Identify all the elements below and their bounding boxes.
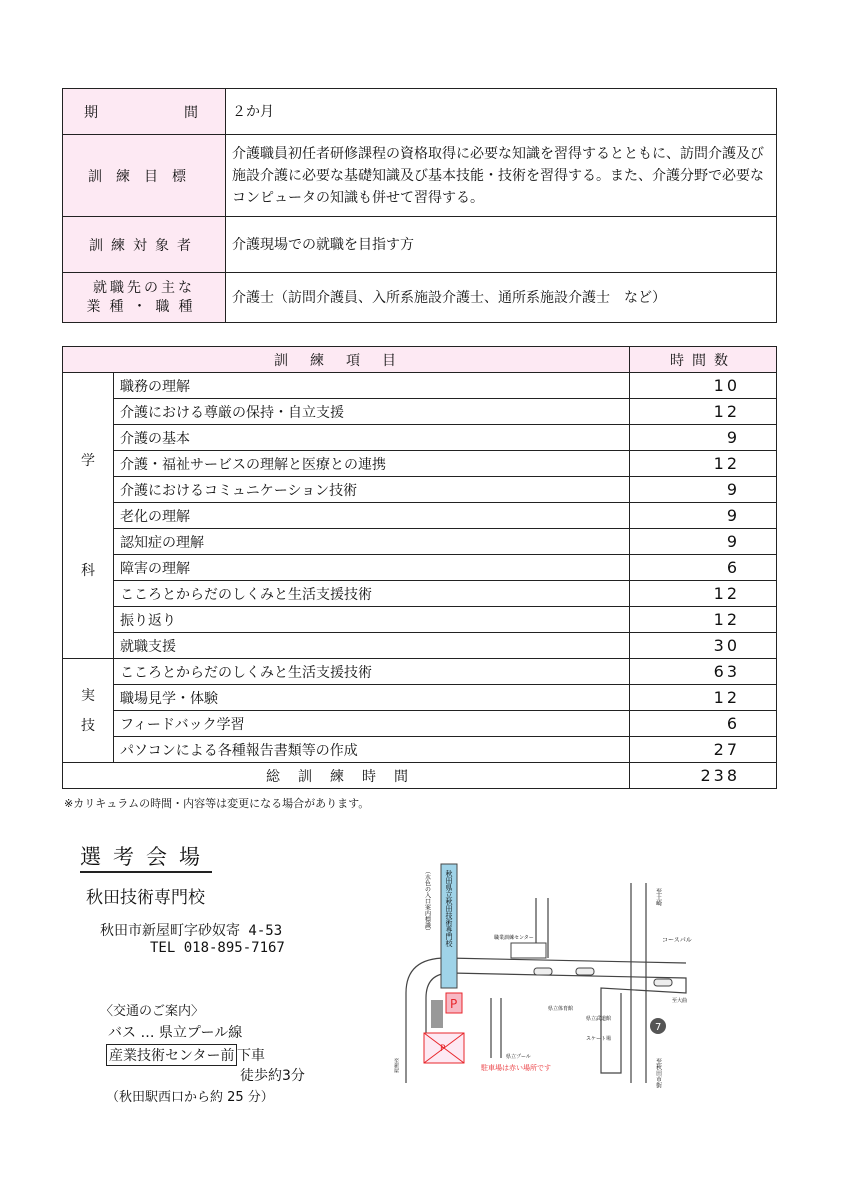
- table-row: [63, 555, 777, 581]
- table-row: [63, 633, 777, 659]
- table-row: [63, 607, 777, 633]
- gym-label: 県立体育館: [548, 1006, 574, 1012]
- item-hours: 9: [630, 425, 777, 451]
- item-hours: 9: [630, 477, 777, 503]
- main-road: [426, 973, 686, 1073]
- access-map: [386, 858, 696, 1088]
- academic-label-2: 科: [81, 562, 95, 579]
- parking-p: P: [450, 997, 458, 1011]
- budokan-label: 県立武道館: [586, 1016, 612, 1022]
- item-hours: 12: [630, 451, 777, 477]
- school-label: 秋田県立秋田技術専門校: [445, 870, 453, 947]
- venue-heading: 選考会場: [80, 843, 212, 873]
- curriculum-note: ※カリキュラムの時間・内容等は変更になる場合があります。: [64, 797, 370, 810]
- item-hours: 12: [630, 685, 777, 711]
- practical-label-1: 実: [81, 687, 95, 704]
- item-hours: 12: [630, 607, 777, 633]
- route-label: 7: [655, 1022, 662, 1033]
- skate-label: スケート場: [586, 1036, 612, 1042]
- coast-label: 至土崎: [654, 888, 662, 906]
- item-hours: 27: [630, 737, 777, 763]
- access-bus: バス … 県立プール線: [108, 1025, 243, 1041]
- pool-label: 県立プール: [506, 1054, 531, 1060]
- jobs-label: [63, 273, 226, 323]
- total-hours: 238: [630, 763, 777, 789]
- table-row: [63, 373, 777, 399]
- training-center-label: 職業訓練センター: [494, 935, 534, 941]
- target-value: 介護現場での就職を目指す方: [226, 217, 777, 273]
- table-row: [63, 477, 777, 503]
- gray-building: [431, 1000, 443, 1028]
- item-name: パソコンによる各種報告書類等の作成: [114, 737, 630, 763]
- item-name: 認知症の理解: [114, 529, 630, 555]
- item-hours: 9: [630, 503, 777, 529]
- total-label: 総訓練時間: [63, 763, 630, 789]
- road-west: [491, 998, 501, 1058]
- jobs-label-line2: 業種・職種: [86, 298, 202, 315]
- table-row: [63, 685, 777, 711]
- item-name: こころとからだのしくみと生活支援技術: [114, 581, 630, 607]
- academic-group: [63, 373, 114, 659]
- signal-3: [654, 979, 672, 986]
- table-row: [63, 399, 777, 425]
- table-row: [63, 659, 777, 685]
- table-row: [63, 425, 777, 451]
- period-value: ２か月: [226, 89, 777, 135]
- access-alight: 下車: [237, 1048, 265, 1064]
- item-name: フィードバック学習: [114, 711, 630, 737]
- table-row: [63, 737, 777, 763]
- road-east: [631, 883, 646, 1083]
- academic-label-1: 学: [81, 452, 95, 469]
- item-hours: 12: [630, 581, 777, 607]
- goal-value: 介護職員初任者研修課程の資格取得に必要な知識を習得するとともに、訪問介護及び施設介護に必要な基礎知識及び基本技能・技術を習得する。また、介護分野で必要なコンピュータの知識も併せて習得する。: [226, 135, 777, 217]
- signal-2: [576, 968, 594, 975]
- access-from: （秋田駅西口から約 25 分）: [106, 1090, 274, 1105]
- parking-note: 駐車場は赤い場所です: [481, 1064, 551, 1072]
- item-hours: 6: [630, 555, 777, 581]
- table-row: [63, 581, 777, 607]
- item-name: 振り返り: [114, 607, 630, 633]
- entrance-note: （水色の入口案内標識）: [423, 868, 431, 934]
- shinya-label: 至新屋: [393, 1058, 399, 1073]
- access-stop: 産業技術センター前: [106, 1044, 237, 1066]
- target-label: 訓練対象者: [63, 217, 226, 273]
- item-name: 介護・福祉サービスの理解と医療との連携: [114, 451, 630, 477]
- item-hours: 6: [630, 711, 777, 737]
- item-name: 職場見学・体験: [114, 685, 630, 711]
- practical-group: [63, 659, 114, 763]
- jobs-label-line1: 就職先の主な: [93, 279, 195, 296]
- item-hours: 30: [630, 633, 777, 659]
- venue-school: 秋田技術専門校: [86, 888, 205, 908]
- ushijima-label: 至秋田市街: [654, 1058, 662, 1088]
- item-name: 障害の理解: [114, 555, 630, 581]
- item-hours: 10: [630, 373, 777, 399]
- parking-p2: P: [440, 1044, 446, 1054]
- venue-address: 秋田市新屋町字砂奴寄 4-53: [100, 923, 283, 939]
- venue-tel: TEL 018-895-7167: [150, 940, 285, 956]
- item-hours: 12: [630, 399, 777, 425]
- practical-label-2: 技: [81, 717, 95, 734]
- item-name: 介護における尊厳の保持・自立支援: [114, 399, 630, 425]
- total-row: [63, 763, 777, 789]
- item-name: 介護の基本: [114, 425, 630, 451]
- training-center: [511, 943, 546, 958]
- table-row: [63, 711, 777, 737]
- table-row: [63, 451, 777, 477]
- item-name: 介護におけるコミュニケーション技術: [114, 477, 630, 503]
- header-hours: 時間数: [630, 347, 777, 373]
- item-name: 就職支援: [114, 633, 630, 659]
- jobs-value: 介護士（訪問介護員、入所系施設介護士、通所系施設介護士 など）: [226, 273, 777, 323]
- yuriki-label: 至大曲: [672, 998, 688, 1004]
- item-name: こころとからだのしくみと生活支援技術: [114, 659, 630, 685]
- court-label: コースパル: [662, 937, 692, 944]
- goal-label: 訓練目標: [63, 135, 226, 217]
- header-item: 訓練項目: [63, 347, 630, 373]
- item-hours: 63: [630, 659, 777, 685]
- table-row: [63, 529, 777, 555]
- item-name: 職務の理解: [114, 373, 630, 399]
- curriculum-table: [62, 346, 777, 789]
- signal-1: [534, 968, 552, 975]
- item-hours: 9: [630, 529, 777, 555]
- table-row: [63, 503, 777, 529]
- item-name: 老化の理解: [114, 503, 630, 529]
- period-label: 期 間: [63, 89, 226, 135]
- info-table: [62, 88, 777, 323]
- access-walk: 徒歩約3分: [240, 1068, 305, 1084]
- access-heading: 〈交通のご案内〉: [100, 1004, 205, 1019]
